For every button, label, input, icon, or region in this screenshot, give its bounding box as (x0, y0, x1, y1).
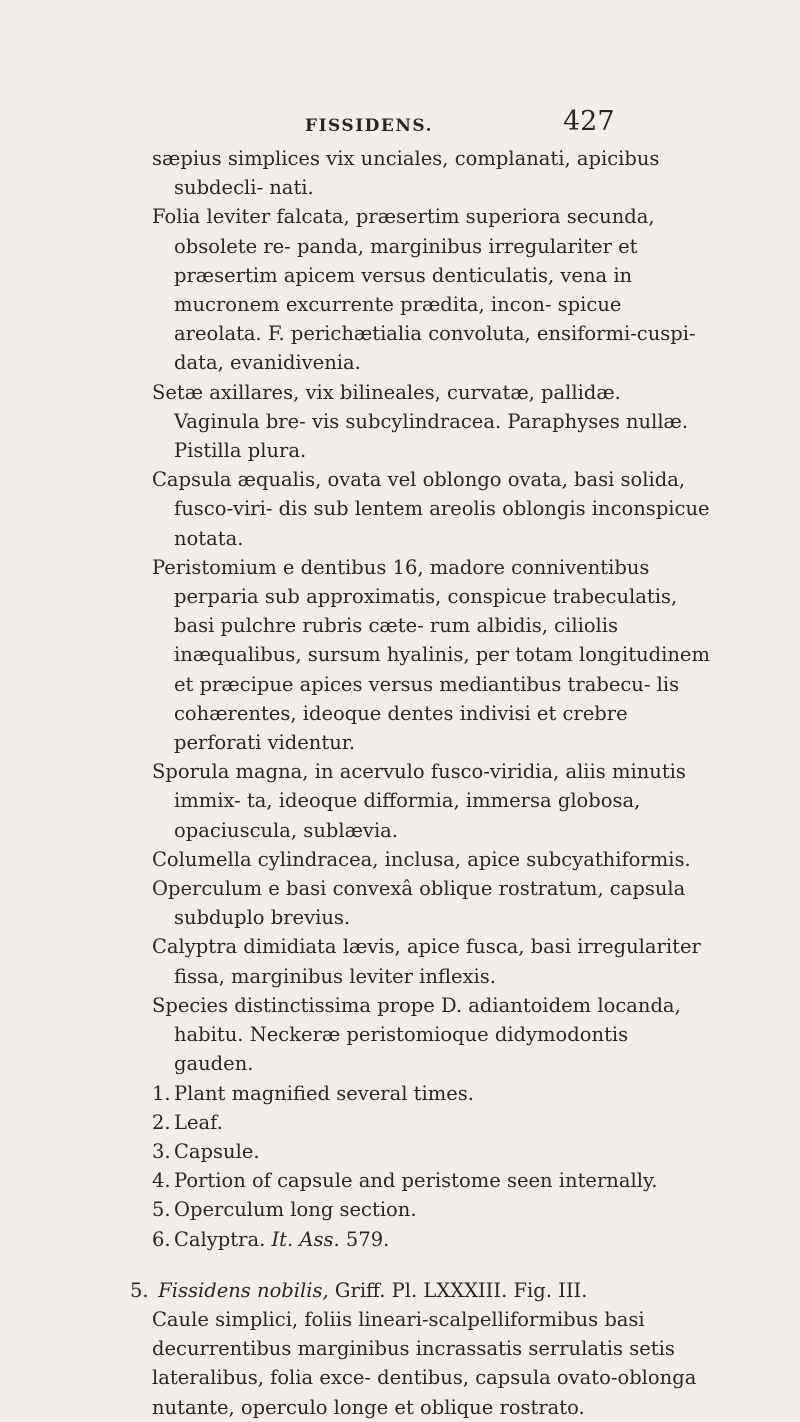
species-number: 5. (130, 1278, 149, 1302)
species-heading (130, 1276, 712, 1305)
figure-item (152, 1166, 712, 1195)
figure-caption-wrap (174, 1225, 389, 1254)
paragraph-capsula: Capsula æqualis, ovata vel oblongo ovata, basi solida, fusco-viri- dis sub lentem areolis oblongis inconspicue notata. (152, 468, 710, 550)
figure-caption: Portion of capsule and peristome seen internally. (174, 1169, 658, 1193)
figure-number: 5. (152, 1198, 171, 1222)
page-number: 427 (563, 106, 615, 137)
figure-item (152, 1079, 712, 1108)
figure-item (152, 1195, 712, 1224)
figure-number: 4. (152, 1169, 171, 1193)
paragraph-species: Species distinctissima prope D. adiantoidem locanda, habitu. Neckeræ peristomioque didymodontis gauden. (152, 993, 681, 1076)
paragraph-setae: Setæ axillares, vix bilineales, curvatæ, pallidæ. Vaginula bre- vis subcylindracea. Paraphyses nullæ. Pistilla plura. (152, 380, 689, 463)
figure-number: 1. (152, 1081, 171, 1105)
figure-caption: Leaf. (174, 1110, 223, 1134)
figure-number: 3. (152, 1139, 171, 1163)
figure-caption: Capsule. (174, 1139, 260, 1163)
figure-caption: Plant magnified several times. (174, 1081, 474, 1105)
figure-item (152, 1225, 712, 1254)
species-reference: Griff. Pl. LXXXIII. Fig. III. (334, 1278, 588, 1302)
section-gap (152, 1254, 712, 1276)
page-header (0, 104, 800, 144)
paragraph-continuation: sæpius simplices vix unciales, complanati, apicibus subdecli- nati. (152, 147, 660, 200)
running-head: FISSIDENS. (305, 116, 433, 136)
figure-legend (152, 1079, 712, 1254)
figure-caption: Operculum long section. (174, 1198, 417, 1222)
figure-caption: Calyptra. (174, 1227, 266, 1251)
figure-number: 2. (152, 1110, 171, 1134)
paragraph-operculum: Operculum e basi convexâ oblique rostratum, capsula subduplo brevius. (152, 877, 686, 930)
figure-item (152, 1108, 712, 1137)
paragraph-calyptra: Calyptra dimidiata lævis, apice fusca, basi irregulariter fissa, marginibus leviter inflexis. (152, 935, 701, 988)
paragraph-peristomium: Peristomium e dentibus 16, madore conniventibus perparia sub approximatis, conspicue trabeculatis, basi pulchre rubris cæte- rum albidis, ciliolis inæqualibus, sursum hyalinis, per totam longitudinem et præcipue apices versus mediantibus trabecu- lis cohærentes, ideoque dentes indivisi et crebre perforati videntur. (152, 555, 710, 755)
figure-item (152, 1137, 712, 1166)
figure-ref-abbrev: It. Ass. (271, 1227, 340, 1251)
paragraph-columella: Columella cylindracea, inclusa, apice subcyathiformis. (152, 847, 691, 871)
paragraph-sporula: Sporula magna, in acervulo fusco-viridia, aliis minutis immix- ta, ideoque difformia, immersa globosa, opaciuscula, sublævia. (152, 760, 686, 842)
figure-number: 6. (152, 1227, 171, 1251)
figure-ref-number: 579. (345, 1227, 390, 1251)
species-description: Caule simplici, foliis lineari-scalpelliformibus basi decurrentibus marginibus incrassatis serrulatis setis lateralibus, folia exce- dentibus, capsula ovato-oblonga nutante, operculo longe et oblique rostrato. (152, 1307, 697, 1419)
paragraph-folia: Folia leviter falcata, præsertim superiora secunda, obsolete re- panda, marginibus irregulariter et præsertim apicem versus denticulatis, vena in mucronem excurrente prædita, incon- spicue areolata. F. perichætialia convoluta, ensiformi-cuspi- data, evanidivenia. (152, 205, 696, 375)
species-name: Fissidens nobilis, (158, 1278, 329, 1302)
body-text (130, 144, 712, 1422)
